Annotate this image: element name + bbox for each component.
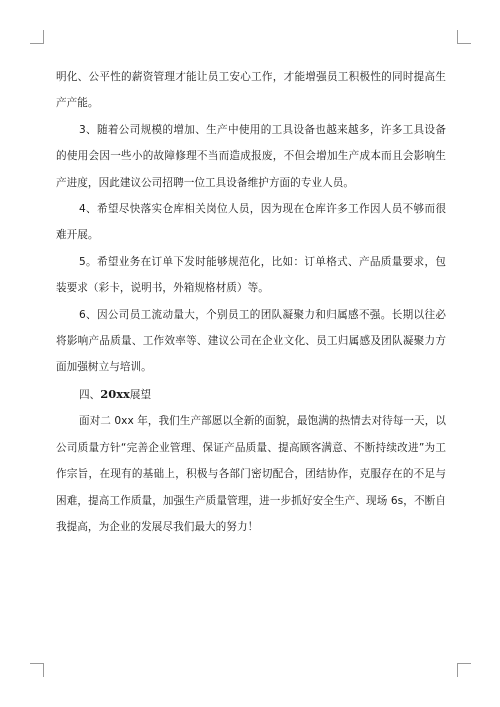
section-heading-prefix: 四、 (79, 388, 101, 401)
corner-mark-top-left-v (43, 30, 44, 44)
section-heading-suffix: 展望 (129, 388, 152, 401)
paragraph-item-6: 6、因公司员工流动量大，个别员工的团队凝聚力和归属感不强。长期以往必将影响产品质量、工作效率等、建议公司在企业文化、员工归属感及团队凝聚力方面加强树立与培训。 (56, 308, 446, 374)
corner-mark-bottom-left-v (43, 663, 44, 677)
corner-mark-bottom-right-v (457, 663, 458, 677)
section-heading-year: 20xx (100, 386, 130, 401)
paragraph-closing: 面对二 0xx 年，我们生产部愿以全新的面貌，最饱满的热情去对待每一天，以公司质量方针“完善企业管理、保证产品质量、提高顾客满意、不断持续改进”为工作宗旨，在现有的基础上，积极与各部门密切配合，团结协作，克服存在的不足与困难，提高工作质量，加强生产质量管理，进一步抓好安全生产、现场 6s，不断自我提高，为企业的发展尽我们最大的努力！ (56, 415, 446, 533)
section-heading (56, 381, 446, 408)
paragraph-item-3: 3、随着公司规模的增加、生产中使用的工具设备也越来越多，许多工具设备的使用会因一些小的故障修理不当而造成报废，不但会增加生产成本而且会影响生产进度，因此建议公司招聘一位工具设备维护方面的专业人员。 (56, 123, 446, 189)
document-body (56, 64, 446, 540)
paragraph-item-5: 5。希望业务在订单下发时能够规范化，比如：订单格式、产品质量要求，包装要求（彩卡，说明书，外箱规格材质）等。 (56, 255, 446, 295)
corner-mark-bottom-right-h (457, 663, 471, 664)
corner-mark-top-right-h (457, 43, 471, 44)
corner-mark-top-left-h (30, 43, 44, 44)
corner-mark-top-right-v (457, 30, 458, 44)
paragraph-continuation: 明化、公平性的薪资管理才能让员工安心工作，才能增强员工积极性的同时提高生产产能。 (56, 71, 446, 110)
paragraph-item-4: 4、希望尽快落实仓库相关岗位人员，因为现在仓库许多工作因人员不够而很难开展。 (56, 203, 446, 242)
corner-mark-bottom-left-h (30, 663, 44, 664)
